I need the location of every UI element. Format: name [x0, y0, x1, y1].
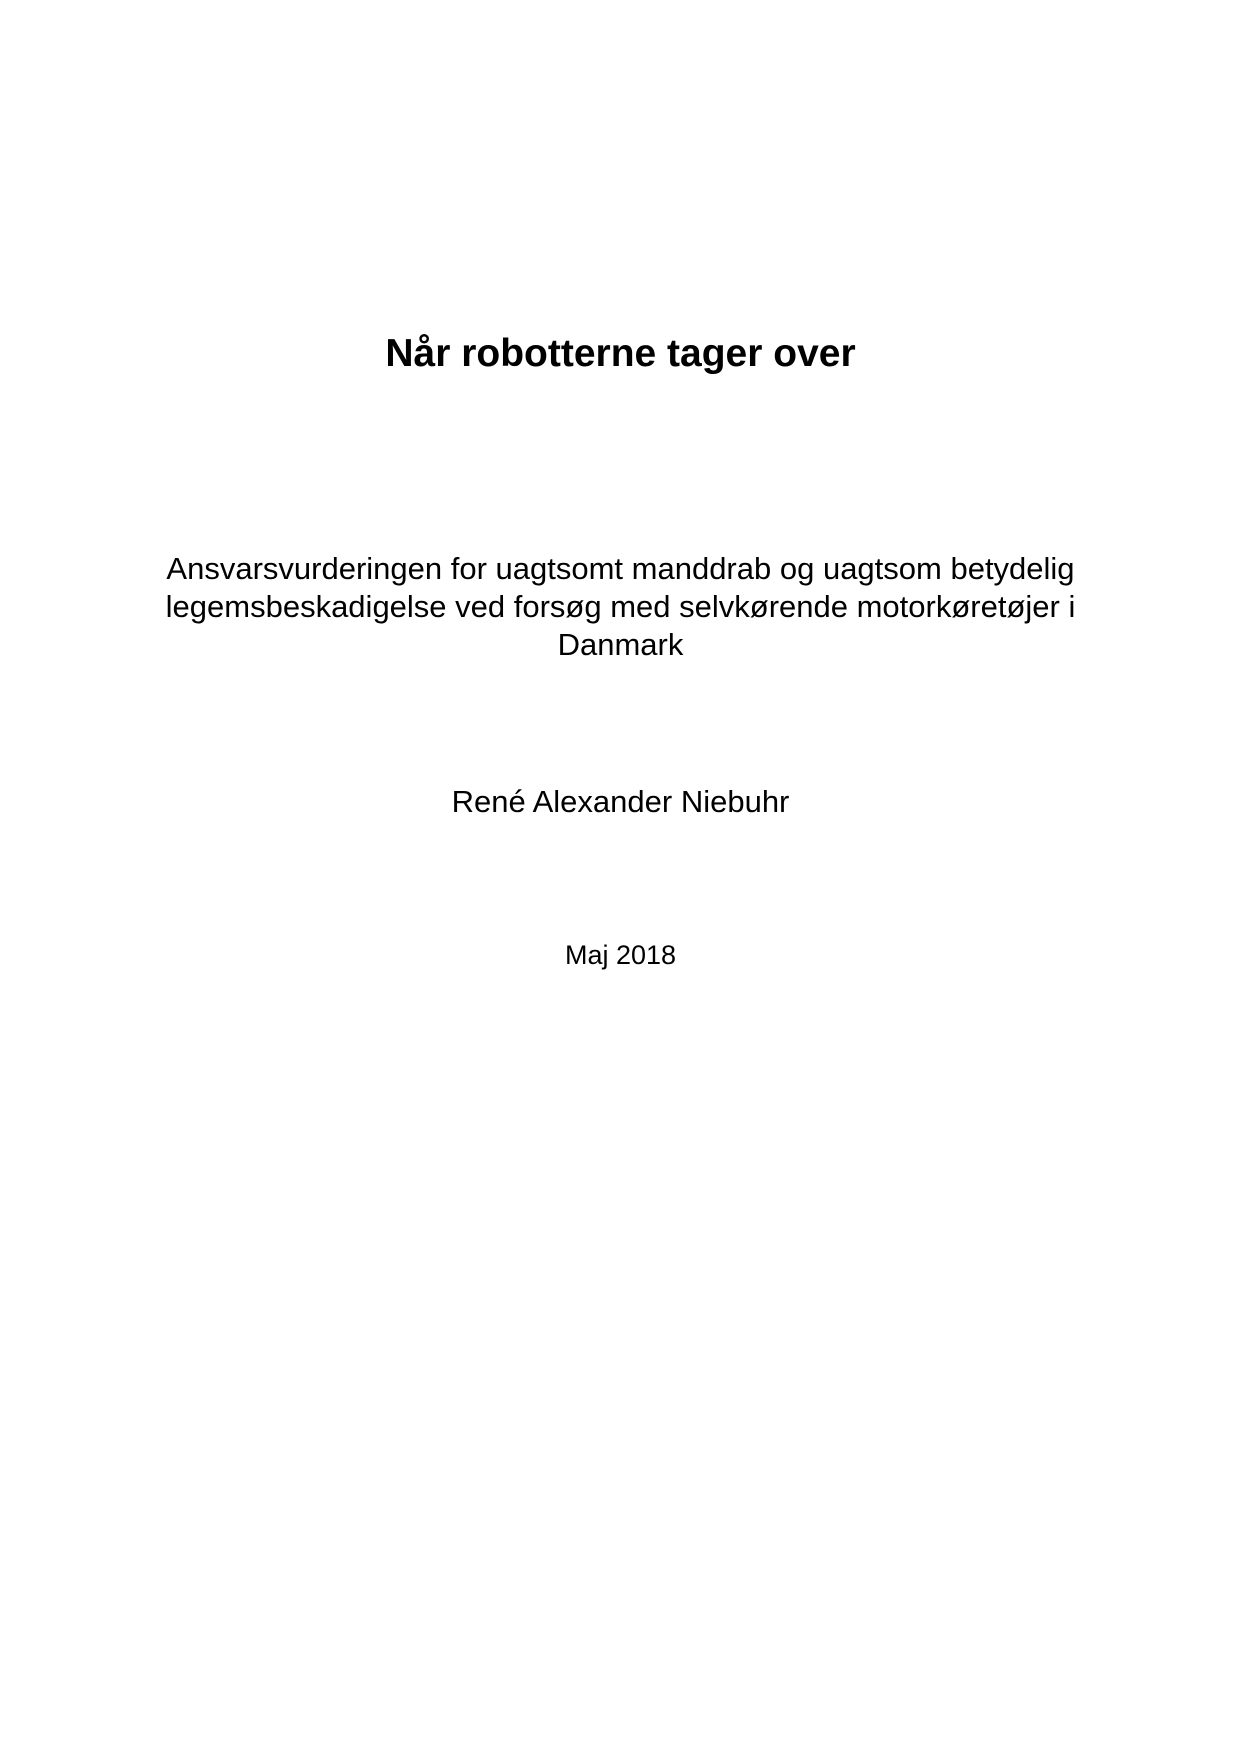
- document-title: Når robotterne tager over: [385, 332, 856, 375]
- document-author: René Alexander Niebuhr: [451, 784, 790, 819]
- document-subtitle: Ansvarsvurderingen for uagtsomt manddrab og uagtsom betydelig legemsbeskadigelse ved forsøg med selvkørende motorkøretøjer i Danmark: [165, 551, 1076, 662]
- document-date: Maj 2018: [564, 940, 677, 970]
